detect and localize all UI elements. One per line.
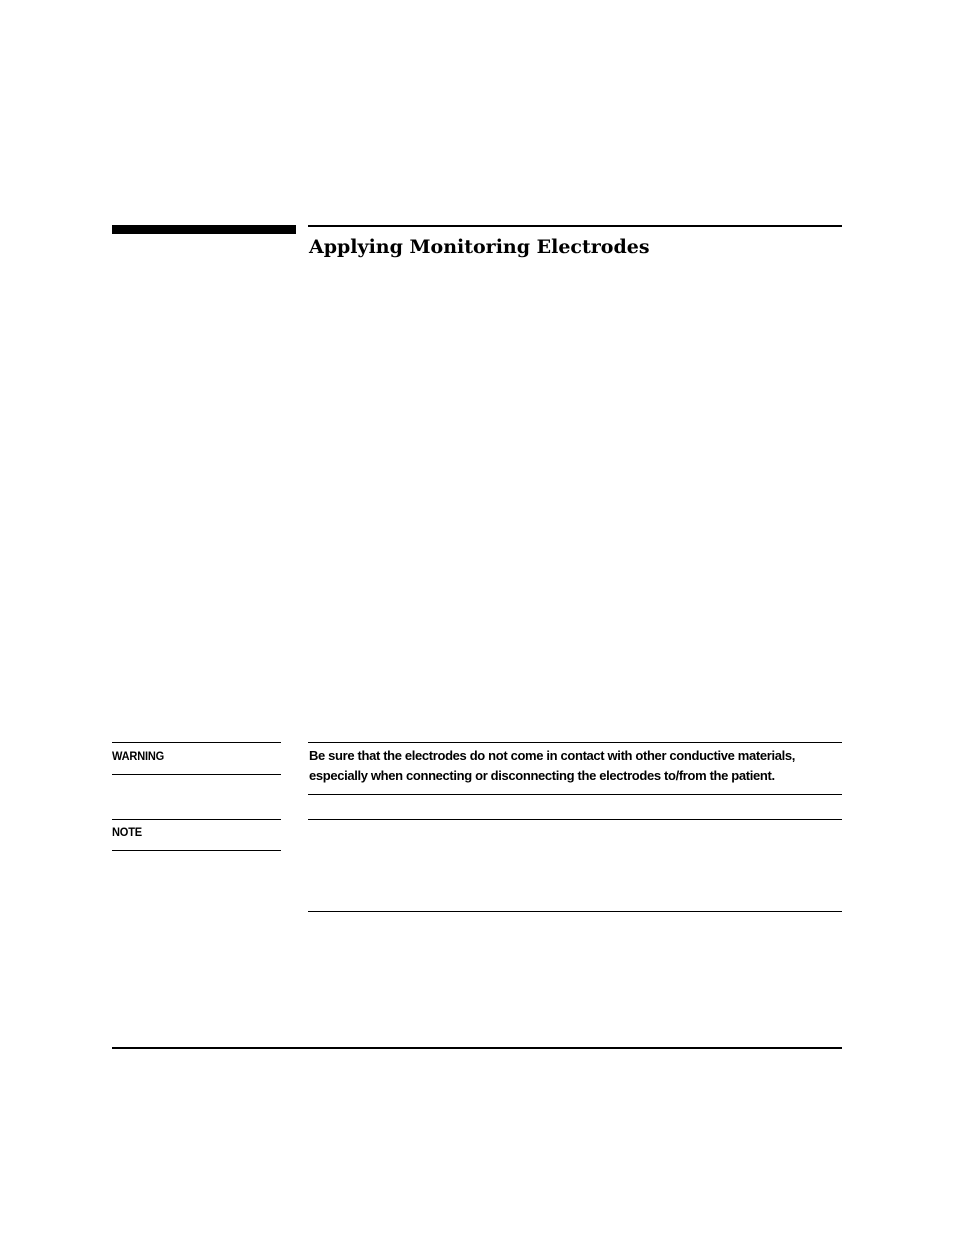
warning-rule-top-left (112, 742, 281, 743)
warning-rule-top-right (308, 742, 842, 743)
note-label: NOTE (112, 825, 142, 839)
note-rule-bottom-left (112, 850, 281, 851)
note-rule-top-left (112, 819, 281, 820)
section-title: Applying Monitoring Electrodes (309, 236, 650, 258)
warning-text: Be sure that the electrodes do not come in contact with other conductive materials, especially when connecting or disconnecting the electrodes to/from the patient. (309, 748, 795, 783)
warning-rule-bottom-right (308, 794, 842, 795)
warning-label: WARNING (112, 749, 165, 763)
warning-rule-bottom-left (112, 774, 281, 775)
note-rule-top-right (308, 819, 842, 820)
section-rule-top (308, 225, 842, 227)
note-rule-bottom-right (308, 911, 842, 912)
section-bar-left (112, 225, 296, 234)
footer-rule (112, 1047, 842, 1049)
